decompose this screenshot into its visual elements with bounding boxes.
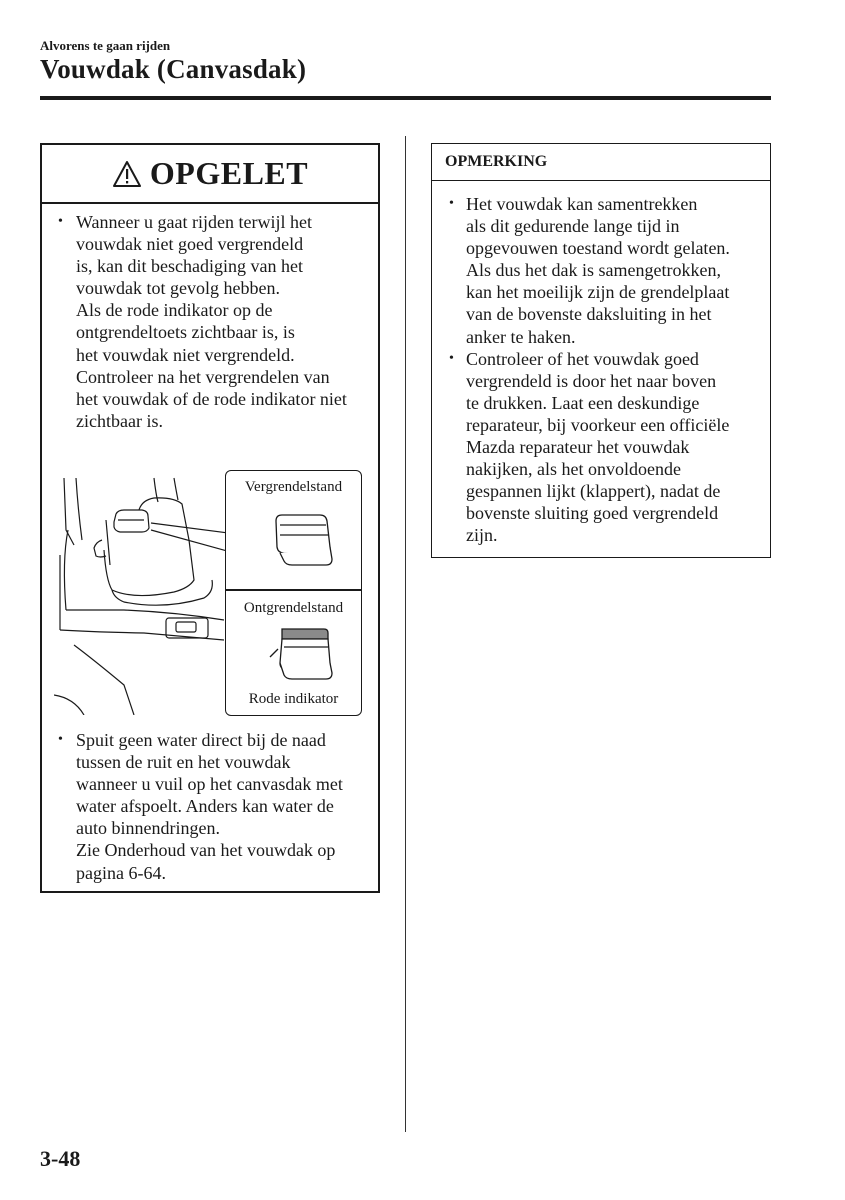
bullet-icon: • (449, 350, 454, 366)
unlocked-label: Ontgrendelstand (243, 600, 344, 616)
note-item-2 (432, 348, 768, 547)
caution-list-bottom (42, 729, 376, 884)
caution-title: OPGELET (149, 155, 309, 191)
indicator-label: Rode indikator (248, 691, 339, 707)
note-title: OPMERKING (445, 153, 548, 170)
caution-header (42, 145, 378, 204)
text-line: Spuit geen water direct bij de naad (76, 730, 326, 750)
text-line: Het vouwdak kan samentrekken (466, 194, 698, 214)
page-title: Vouwdak (Canvasdak) (40, 54, 307, 84)
text-line: auto binnendringen. (76, 818, 220, 839)
callout-divider (226, 589, 361, 591)
text-line: nakijken, als het onvoldoende (466, 459, 681, 480)
note-header (432, 144, 770, 181)
caution-list-top (42, 211, 376, 432)
text-line: reparateur, bij voorkeur een officiële (466, 414, 730, 435)
text-line: pagina 6-64. (76, 862, 166, 883)
text-line: zichtbaar is. (76, 410, 163, 431)
text-line: gespannen lijkt (klappert), nadat de (466, 481, 721, 502)
text-line: Zie Onderhoud van het vouwdak op (76, 840, 336, 861)
text-line: Als de rode indikator op de (76, 300, 273, 321)
unlocked-button-icon (266, 623, 346, 693)
caution-item-2 (42, 729, 376, 884)
title-rule (40, 96, 771, 100)
caution-item-1 (42, 211, 376, 432)
note-list (432, 193, 768, 547)
page-number: 3-48 (40, 1146, 81, 1171)
text-line: wanneer u vuil op het canvasdak met (76, 774, 343, 795)
text-line: Mazda reparateur het vouwdak (466, 437, 690, 458)
warning-triangle-icon (112, 160, 142, 188)
locked-button-icon (270, 511, 340, 569)
text-line: water afspoelt. Anders kan water de (76, 796, 334, 817)
text-line: opgevouwen toestand wordt gelaten. (466, 238, 730, 259)
text-line: tussen de ruit en het vouwdak (76, 752, 291, 773)
text-line: ontgrendeltoets zichtbaar is, is (76, 322, 295, 343)
text-line: het vouwdak of de rode indikator niet (76, 388, 347, 409)
text-line: kan het moeilijk zijn de grendelplaat (466, 282, 730, 303)
bullet-icon: • (449, 196, 454, 211)
text-line: vouwdak niet goed vergrendeld (76, 234, 304, 255)
text-line: vouwdak tot gevolg hebben. (76, 278, 280, 299)
text-line: Wanneer u gaat rijden terwijl het (76, 212, 312, 232)
text-line: van de bovenste daksluiting in het (466, 304, 712, 325)
column-divider (405, 136, 406, 1132)
locked-label: Vergrendelstand (244, 479, 343, 495)
bullet-icon: • (58, 732, 63, 747)
text-line: anker te haken. (466, 326, 576, 347)
text-line: te drukken. Laat een deskundige (466, 392, 700, 413)
text-line: Controleer na het vergrendelen van (76, 366, 330, 387)
text-line: Als dus het dak is samengetrokken, (466, 260, 721, 281)
note-box (431, 143, 771, 558)
text-line: het vouwdak niet vergrendeld. (76, 344, 295, 365)
note-item-1 (432, 193, 768, 348)
text-line: vergrendeld is door het naar boven (466, 370, 717, 391)
text-line: Controleer of het vouwdak goed (466, 348, 699, 369)
section-label: Alvorens te gaan rijden (40, 38, 171, 53)
bullet-icon: • (58, 214, 63, 229)
text-line: zijn. (466, 525, 498, 546)
callout-panel (225, 470, 362, 716)
text-line: bovenste sluiting goed vergrendeld (466, 503, 719, 524)
text-line: als dit gedurende lange tijd in (466, 216, 680, 237)
text-line: is, kan dit beschadiging van het (76, 256, 303, 277)
